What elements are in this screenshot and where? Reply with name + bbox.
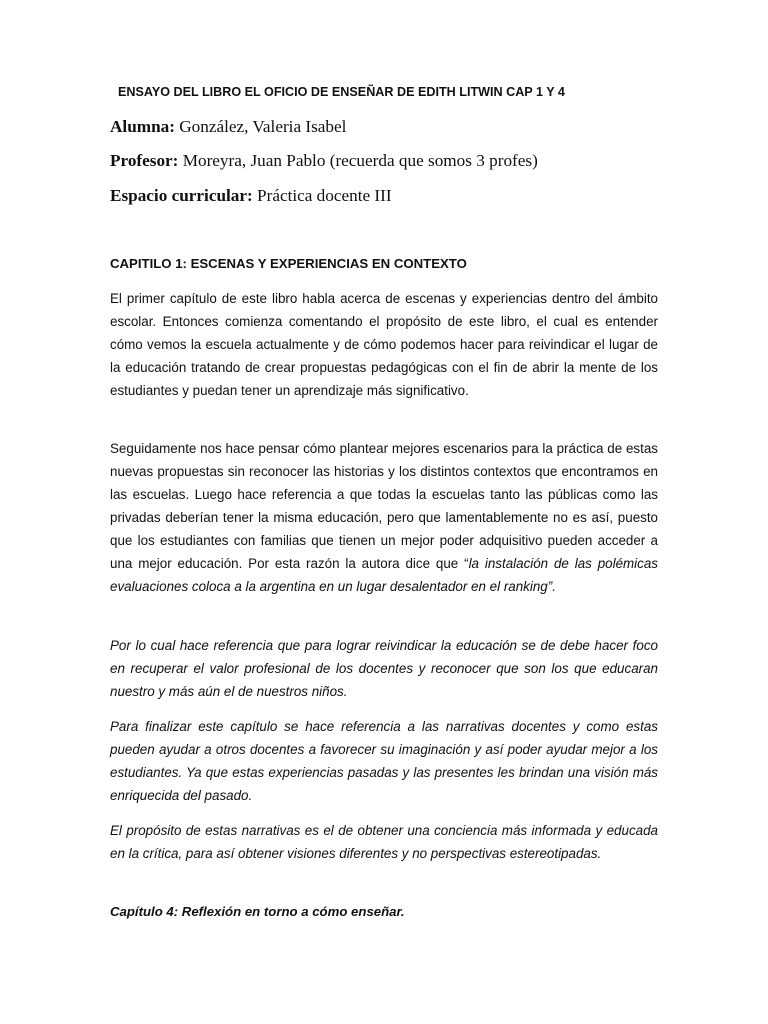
student-line [110,116,670,138]
student-label: Alumna: [110,117,175,136]
chapter1-paragraph-3: Por lo cual hace referencia que para lograr reivindicar la educación se de debe hacer foco en recuperar el valor profesional de los docentes y reconocer que son los que educaran nuestro y más aún el de nuestros niños. [110,638,658,699]
professor-line [110,150,670,172]
paragraph-2-text: Seguidamente nos hace pensar cómo plantear mejores escenarios para la práctica de estas nuevas propuestas sin reconocer las historias y los distintos contextos que encontramos en las escuelas. Luego hace referencia a que todas la escuelas tanto las públicas como las privadas deberían tener la misma educación, pero que lamentablemente no es así, puesto que los estudiantes con familias que tienen un mejor poder adquisitivo pueden acceder a una mejor educación. Por esta razón la autora dice que “ [110,441,658,571]
author-quote: la instalación de las polémicas evaluaciones coloca a la argentina en un lugar desalentador en el ranking [110,556,658,594]
chapter4-heading: Capítulo 4: Reflexión en torno a cómo enseñar. [110,904,405,919]
curricular-space-value: Práctica docente III [252,186,392,205]
professor-label: Profesor: [110,151,179,170]
chapter1-paragraph-5: El propósito de estas narrativas es el de obtener una conciencia más informada y educada en la crítica, para así obtener visiones diferentes y no perspectivas estereotipadas. [110,823,658,861]
student-name: González, Valeria Isabel [174,117,347,136]
professor-name: Moreyra, Juan Pablo (recuerda que somos 3 profes) [178,151,538,170]
curricular-space-line [110,185,670,207]
document-title: ENSAYO DEL LIBRO EL OFICIO DE ENSEÑAR DE EDITH LITWIN CAP 1 Y 4 [118,85,565,99]
quote-close: ”. [547,579,556,594]
chapter1-paragraph-4: Para finalizar este capítulo se hace referencia a las narrativas docentes y como estas pueden ayudar a otros docentes a favorecer su imaginación y así poder ayudar mejor a los estudiantes. Ya que estas experiencias pasadas y las presentes les brindan una visión más enriquecida del pasado. [110,719,658,803]
chapter1-paragraph-1: El primer capítulo de este libro habla acerca de escenas y experiencias dentro del ámbito escolar. Entonces comienza comentando el propósito de este libro, el cual es entender cómo vemos la escuela actualmente y de cómo podemos hacer para reivindicar el lugar de la educación tratando de crear propuestas pedagógicas con el fin de abrir la mente de los estudiantes y puedan tener un aprendizaje más significativo. [110,291,658,398]
chapter1-paragraph-2 [110,437,658,598]
chapter1-heading: CAPITILO 1: ESCENAS Y EXPERIENCIAS EN CONTEXTO [110,256,467,271]
curricular-space-label: Espacio curricular: [110,186,253,205]
